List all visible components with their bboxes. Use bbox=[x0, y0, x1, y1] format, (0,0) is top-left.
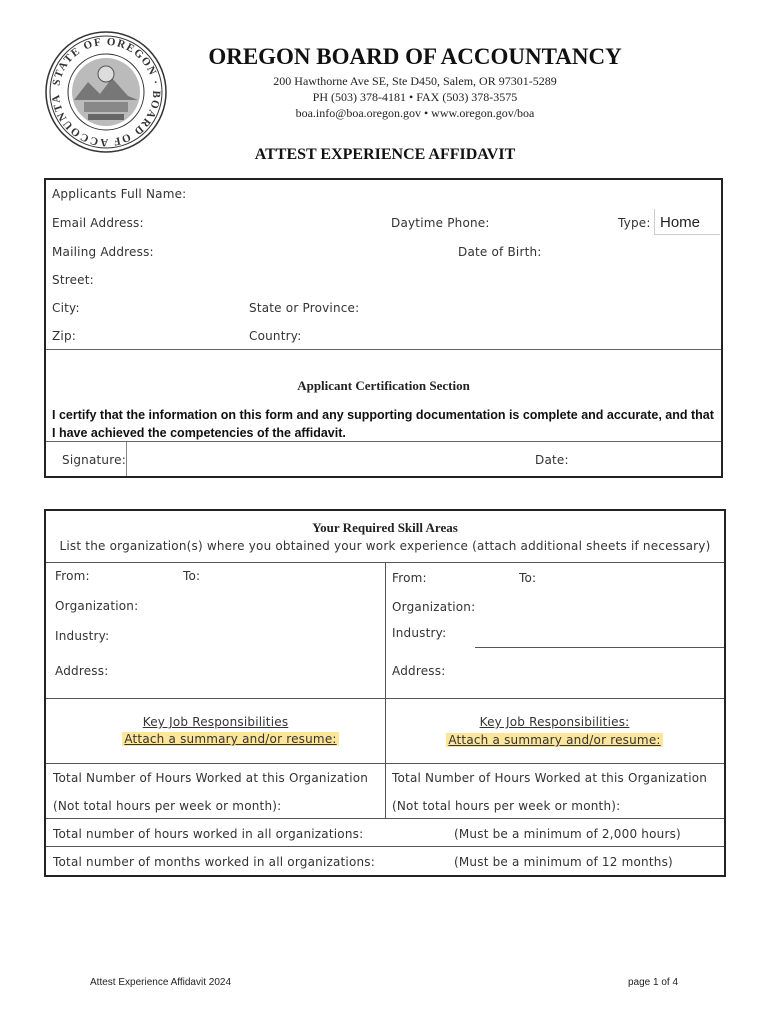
right-organization-label: Organization: bbox=[392, 600, 476, 614]
daytime-phone-label: Daytime Phone: bbox=[391, 216, 490, 230]
right-hours-field[interactable] bbox=[602, 796, 717, 816]
phone-type-select[interactable] bbox=[654, 209, 720, 235]
left-organization-label: Organization: bbox=[55, 599, 139, 613]
city-label: City: bbox=[52, 301, 80, 315]
zip-label: Zip: bbox=[52, 329, 77, 343]
daytime-phone-field[interactable] bbox=[484, 213, 609, 233]
state-seal-logo bbox=[44, 30, 168, 154]
left-to-field[interactable] bbox=[205, 566, 375, 586]
left-hours-field[interactable] bbox=[262, 796, 377, 816]
left-to-label: To: bbox=[183, 569, 201, 583]
left-hours-note: (Not total hours per week or month): bbox=[53, 799, 282, 813]
right-to-field[interactable] bbox=[541, 568, 716, 588]
divider bbox=[46, 818, 724, 819]
right-attach-link[interactable]: Attach a summary and/or resume: bbox=[448, 733, 661, 747]
column-divider bbox=[385, 562, 386, 818]
left-from-label: From: bbox=[55, 569, 90, 583]
right-industry-label: Industry: bbox=[392, 626, 447, 640]
total-hours-label: Total number of hours worked in all organizations: bbox=[53, 827, 364, 841]
right-responsibilities-title-text: Key Job Responsibilities: bbox=[479, 715, 630, 729]
right-address-label: Address: bbox=[392, 664, 446, 678]
divider bbox=[46, 846, 724, 847]
left-industry-field[interactable] bbox=[110, 626, 380, 646]
signature-field[interactable] bbox=[126, 442, 527, 476]
left-from-field[interactable] bbox=[92, 566, 172, 586]
divider bbox=[46, 698, 724, 699]
left-address-label: Address: bbox=[55, 664, 109, 678]
right-organization-field[interactable] bbox=[470, 597, 715, 617]
right-hours-label: Total Number of Hours Worked at this Organization bbox=[392, 771, 708, 785]
certification-date-field[interactable] bbox=[570, 449, 715, 469]
left-attach-link[interactable]: Attach a summary and/or resume: bbox=[124, 732, 337, 746]
right-from-label: From: bbox=[392, 571, 427, 585]
total-months-label: Total number of months worked in all organizations: bbox=[53, 855, 376, 869]
total-hours-note: (Must be a minimum of 2,000 hours) bbox=[454, 827, 681, 841]
phone-type-label: Type: bbox=[618, 216, 651, 230]
country-field[interactable] bbox=[304, 326, 704, 346]
email-label: Email Address: bbox=[52, 216, 144, 230]
left-responsibilities-title bbox=[46, 715, 385, 729]
right-address-field[interactable] bbox=[444, 661, 716, 681]
left-attach-note bbox=[46, 732, 415, 746]
date-of-birth-label: Date of Birth: bbox=[458, 245, 542, 259]
full-name-label: Applicants Full Name: bbox=[52, 187, 187, 201]
certification-date-label: Date: bbox=[535, 453, 569, 467]
total-hours-field[interactable] bbox=[336, 824, 446, 844]
right-to-label: To: bbox=[519, 571, 537, 585]
total-months-note: (Must be a minimum of 12 months) bbox=[454, 855, 673, 869]
total-months-field[interactable] bbox=[344, 852, 444, 872]
country-label: Country: bbox=[249, 329, 302, 343]
skill-areas-subheading: List the organization(s) where you obtained your work experience (attach additional sheets if necessary) bbox=[59, 539, 711, 553]
right-responsibilities-title bbox=[385, 715, 724, 729]
phone-type-value: Home bbox=[660, 214, 701, 231]
email-field[interactable] bbox=[140, 213, 380, 233]
divider bbox=[46, 763, 724, 764]
footer-document-name: Attest Experience Affidavit 2024 bbox=[90, 977, 232, 988]
street-field[interactable] bbox=[96, 270, 716, 290]
right-industry-field[interactable] bbox=[475, 623, 724, 648]
right-hours-note: (Not total hours per week or month): bbox=[392, 799, 621, 813]
right-from-field[interactable] bbox=[428, 568, 513, 588]
zip-field[interactable] bbox=[80, 326, 235, 346]
left-responsibilities-title-text: Key Job Responsibilities bbox=[142, 715, 289, 729]
left-hours-label: Total Number of Hours Worked at this Organization bbox=[53, 771, 369, 785]
right-attach-note bbox=[385, 733, 724, 747]
form-title: ATTEST EXPERIENCE AFFIDAVIT bbox=[254, 146, 516, 163]
city-field[interactable] bbox=[84, 298, 239, 318]
date-of-birth-field[interactable] bbox=[540, 242, 715, 262]
divider bbox=[46, 349, 721, 350]
full-name-field[interactable] bbox=[178, 184, 718, 204]
board-address: 200 Hawthorne Ave SE, Ste D450, Salem, OR 97301-5289 bbox=[273, 74, 557, 88]
signature-label: Signature: bbox=[62, 453, 126, 467]
certification-heading: Applicant Certification Section bbox=[297, 378, 470, 393]
board-phone: PH (503) 378-4181 • FAX (503) 378-3575 bbox=[312, 90, 518, 104]
mailing-address-label: Mailing Address: bbox=[52, 245, 154, 259]
footer-page-number: page 1 of 4 bbox=[628, 977, 679, 988]
certification-statement: I certify that the information on this form and any supporting documentation is complete and accurate, and that I have achieved the competencies of the affidavit. bbox=[52, 408, 714, 440]
svg-text:STATE OF OREGON · BOARD OF ACC: STATE OF OREGON · BOARD OF ACCOUNTA bbox=[49, 35, 163, 149]
left-address-field[interactable] bbox=[106, 661, 381, 681]
state-province-label: State or Province: bbox=[249, 301, 360, 315]
board-title: OREGON BOARD OF ACCOUNTANCY bbox=[208, 44, 622, 69]
board-contact: boa.info@boa.oregon.gov • www.oregon.gov/boa bbox=[295, 106, 535, 120]
street-label: Street: bbox=[52, 273, 94, 287]
left-organization-field[interactable] bbox=[134, 596, 379, 616]
left-industry-label: Industry: bbox=[55, 629, 110, 643]
state-province-field[interactable] bbox=[356, 298, 656, 318]
skill-areas-heading: Your Required Skill Areas bbox=[312, 520, 458, 535]
